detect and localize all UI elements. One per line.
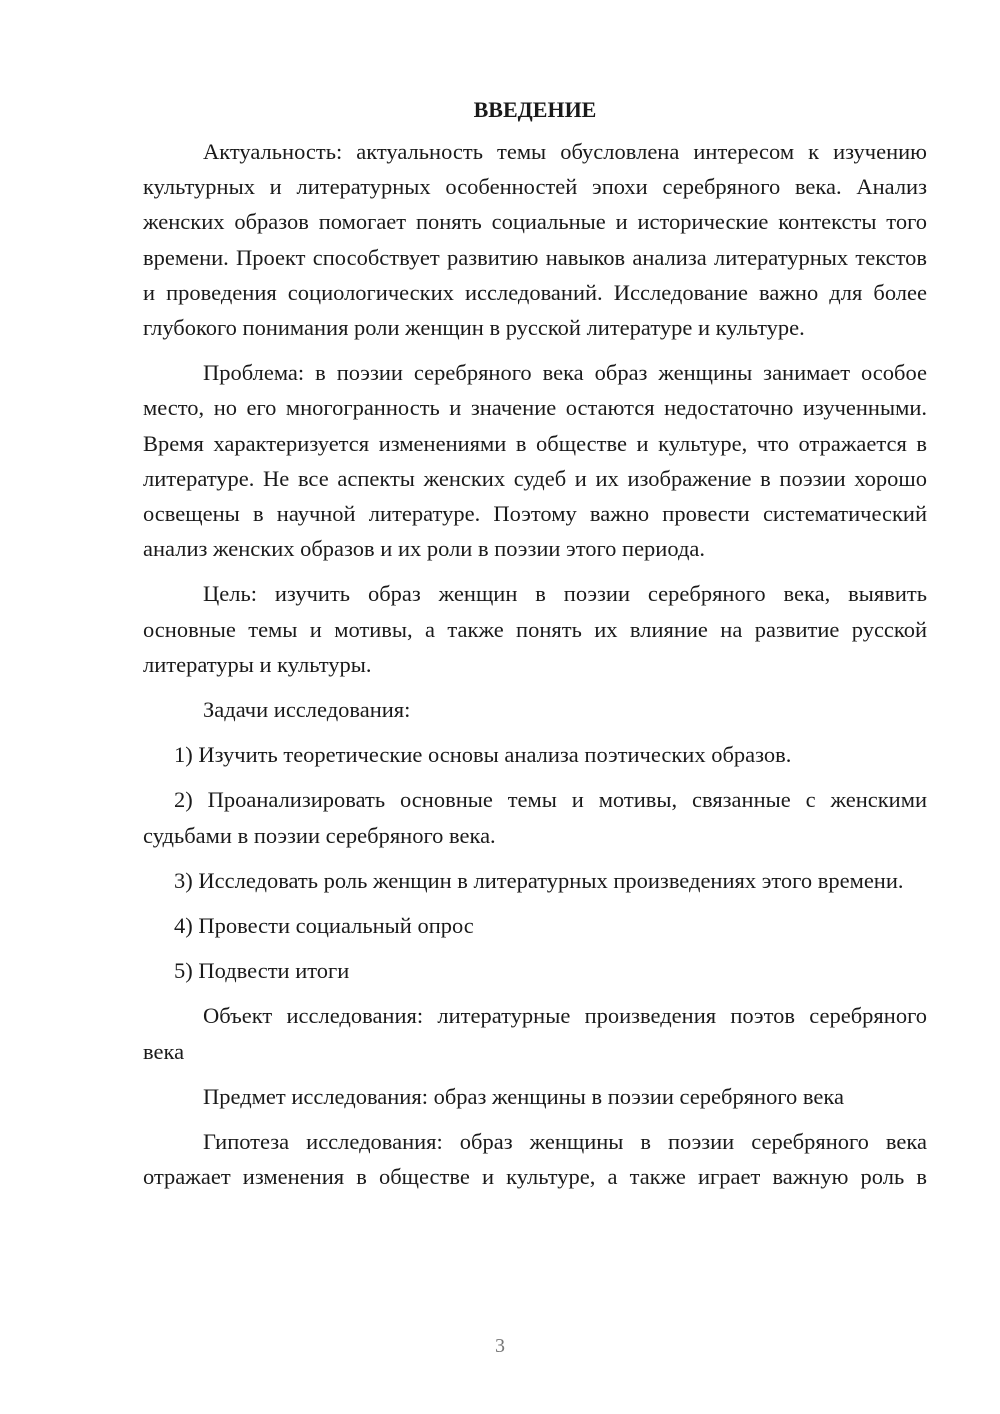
page-number: 3 xyxy=(495,1335,505,1357)
hypothesis-paragraph: Гипотеза исследования: образ женщины в поэзии серебряного века отражает изменения в обществе и культуре, а также играет важную роль в xyxy=(143,1129,927,1190)
task-item-2: 2) Проанализировать основные темы и мотивы, связанные с женскими судьбами в поэзии серебряного века. xyxy=(143,787,927,848)
object-paragraph: Объект исследования: литературные произведения поэтов серебряного века xyxy=(143,1003,927,1064)
task-item-5: 5) Подвести итоги xyxy=(174,958,350,984)
tasks-title: Задачи исследования: xyxy=(203,697,411,723)
section-heading: ВВЕДЕНИЕ xyxy=(473,97,597,122)
relevance-paragraph: Актуальность: актуальность темы обусловлена интересом к изучению культурных и литературных особенностей эпохи серебряного века. Анализ женских образов помогает понять социальные и исторические контексты того времени. Проект способствует развитию навыков анализа литературных текстов и проведения социологических исследований. Исследование важно для более глубокого понимания роли женщин в русской литературе и культуре. xyxy=(143,139,927,341)
task-item-4: 4) Провести социальный опрос xyxy=(174,913,474,939)
document-page xyxy=(143,96,927,1204)
problem-paragraph: Проблема: в поэзии серебряного века образ женщины занимает особое место, но его многогранность и значение остаются недостаточно изученными. Время характеризуется изменениями в обществе и культуре, что отражается в литературе. Не все аспекты женских судеб и их изображение в поэзии хорошо освещены в научной литературе. Поэтому важно провести систематический анализ женских образов и их роли в поэзии этого периода. xyxy=(143,360,927,562)
task-item-1: 1) Изучить теоретические основы анализа поэтических образов. xyxy=(174,742,792,768)
task-item-3: 3) Исследовать роль женщин в литературных произведениях этого времени. xyxy=(174,867,904,893)
goal-paragraph: Цель: изучить образ женщин в поэзии серебряного века, выявить основные темы и мотивы, а также понять их влияние на развитие русской литературы и культуры. xyxy=(143,581,927,677)
subject-paragraph: Предмет исследования: образ женщины в поэзии серебряного века xyxy=(203,1083,844,1109)
